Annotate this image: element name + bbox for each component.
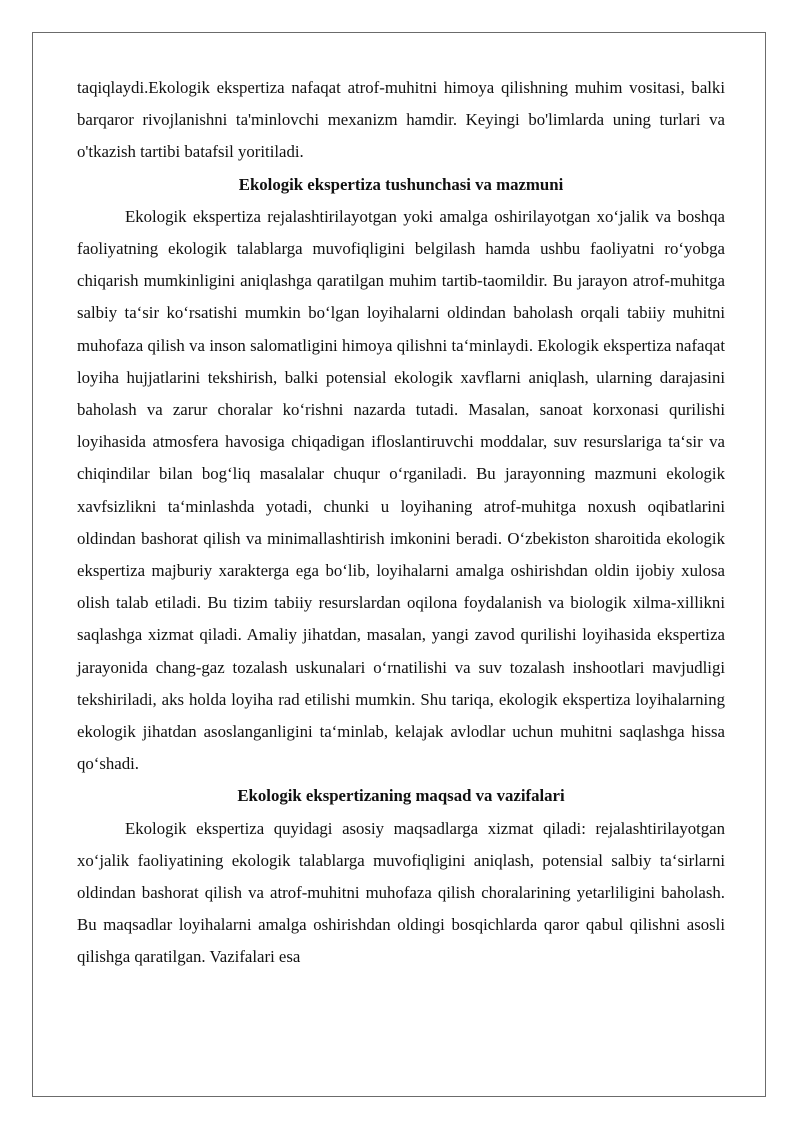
intro-paragraph: taqiqlaydi.Ekologik ekspertiza nafaqat atrof-muhitni himoya qilishning muhim vositasi, balki barqaror rivojlanishni ta'minlovchi mexanizm hamdir. Keyingi bo'limlarda uning turlari va o'tkazish tartibi batafsil yoritiladi. [77,78,725,162]
document-body [77,72,725,974]
section-heading-concept: Ekologik ekspertiza tushunchasi va mazmuni [238,174,564,194]
concept-paragraph: Ekologik ekspertiza rejalashtirilayotgan yoki amalga oshirilayotgan xo‘jalik va boshqa faoliyatning ekologik talablarga muvofiqligini belgilash hamda ushbu faoliyatni ro‘yobga chiqarish mumkinligini aniqlashga qaratilgan muhim tartib-taomildir. Bu jarayon atrof-muhitga salbiy ta‘sir ko‘rsatishi mumkin bo‘lgan loyihalarni oldindan baholash orqali tabiiy muhitni muhofaza qilish va inson salomatligini himoya qilishni ta‘minlaydi. Ekologik ekspertiza nafaqat loyiha hujjatlarini tekshirish, balki potensial ekologik xavflarni aniqlash, ularning darajasini baholash va zarur choralar ko‘rishni nazarda tutadi. Masalan, sanoat korxonasi qurilishi loyihasida atmosfera havosiga chiqadigan ifloslantiruvchi moddalar, suv resurslariga ta‘sir va chiqindilar bilan bog‘liq masalalar chuqur o‘rganiladi. Bu jarayonning mazmuni ekologik xavfsizlikni ta‘minlashda yotadi, chunki u loyihaning atrof-muhitga noxush oqibatlarini oldindan bashorat qilish va minimallashtirish imkonini beradi. O‘zbekiston sharoitida ekologik ekspertiza majburiy xarakterga ega bo‘lib, loyihalarni amalga oshirishdan oldin ijobiy xulosa olish talab etiladi. Bu tizim tabiiy resurslardan oqilona foydalanish va biologik xilma-xillikni saqlashga xizmat qiladi. Amaliy jihatdan, masalan, yangi zavod qurilishi loyihasida ekspertiza jarayonida chang-gaz tozalash uskunalari o‘rnatilishi va suv tozalash inshootlari mavjudligi tekshiriladi, aks holda loyiha rad etilishi mumkin. Shu tariqa, ekologik ekspertiza loyihalarning ekologik jihatdan asoslanganligini ta‘minlab, kelajak avlodlar uchun muhitni saqlashga hissa qo‘shadi. [77,206,725,774]
section-heading-goals: Ekologik ekspertizaning maqsad va vazifalari [237,786,565,806]
goals-paragraph: Ekologik ekspertiza quyidagi asosiy maqsadlarga xizmat qiladi: rejalashtirilayotgan xo‘jalik faoliyatining ekologik talablarga muvofiqligini aniqlash, potensial salbiy ta‘sirlarni oldindan bashorat qilish va atrof-muhitni muhofaza qilish choralarining yetarliligini baholash. Bu maqsadlar loyihalarni amalga oshirishdan oldingi bosqichlarda qaror qabul qilishni asosli qilishga qaratilgan. Vazifalari esa [77,818,725,967]
